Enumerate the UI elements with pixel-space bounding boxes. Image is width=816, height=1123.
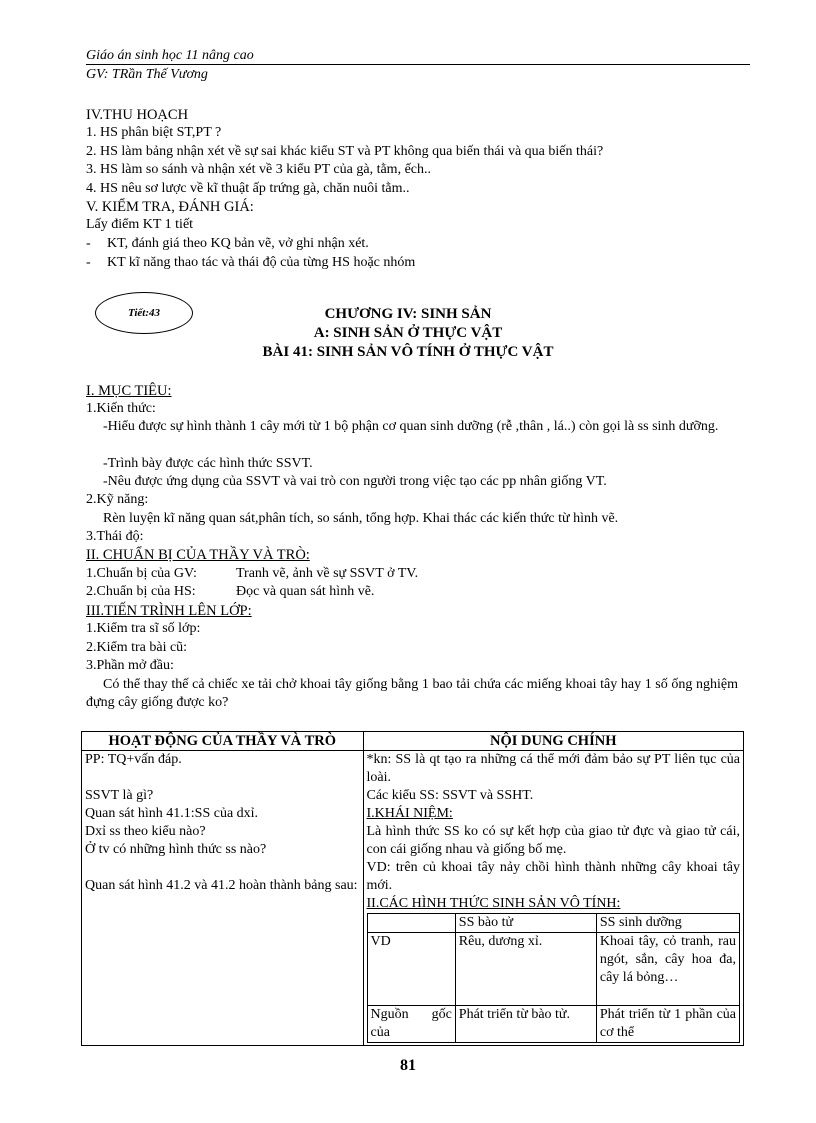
table-row — [367, 914, 740, 933]
table-header-cell: SS sinh dưỡng — [596, 914, 739, 933]
section-heading: II. CHUẨN BỊ CỦA THẦY VÀ TRÒ: — [86, 547, 310, 563]
content-subheading: II.CÁC HÌNH THỨC SINH SẢN VÔ TÍNH: — [366, 896, 621, 911]
table-cell: Rêu, dương xỉ. — [455, 933, 596, 1006]
definition-text: Là hình thức SS ko có sự kết hợp của giao tử đực và giao tử cái, con cái giống nhau và giống bố mẹ. — [366, 824, 740, 857]
table-row — [82, 751, 744, 1046]
section-heading: I. MỤC TIÊU: — [86, 383, 172, 399]
table-cell — [367, 914, 455, 933]
label: 2.Chuẩn bị của HS: — [86, 584, 196, 599]
table-header-cell: SS bào tử — [455, 914, 596, 933]
list-item: Dxỉ ss theo kiểu nào? — [85, 824, 206, 839]
content-subheading: I.KHÁI NIỆM: — [366, 806, 453, 821]
bullet-item: KT kĩ năng thao tác và thái độ của từng HS hoặc nhóm — [107, 255, 416, 270]
example-text: VD: trên củ khoai tây nảy chồi hình thành những cây khoai tây mới. — [366, 860, 740, 893]
paragraph: -Nêu được ứng dụng của SSVT và vai trò con người trong việc tạo các pp nhân giống VT. — [103, 474, 607, 489]
bullet-dash: - — [86, 236, 91, 251]
section-heading: IV.THU HOẠCH — [86, 107, 189, 123]
list-item: Quan sát hình 41.1:SS của dxỉ. — [85, 806, 259, 821]
list-item: SSVT là gì? — [85, 788, 154, 803]
table-row — [367, 933, 740, 1006]
table-cell: Phát triển từ 1 phần của cơ thể — [596, 1006, 739, 1043]
paragraph: -Trình bày được các hình thức SSVT. — [103, 456, 313, 471]
content-cell — [363, 751, 744, 1046]
lesson-table — [81, 731, 744, 1046]
table-row — [367, 1006, 740, 1043]
list-item: 2. HS làm bảng nhận xét về sự sai khác kiểu ST và PT không qua biến thái và qua biến thái? — [86, 144, 604, 159]
header-course-title: Giáo án sinh học 11 nâng cao — [86, 48, 254, 63]
list-item: PP: TQ+vấn đáp. — [85, 752, 182, 767]
paragraph: -Hiểu được sự hình thành 1 cây mới từ 1 bộ phận cơ quan sinh dưỡng (rễ ,thân , lá..) còn gọi là ss sinh dưỡng. — [103, 419, 719, 434]
table-header-row — [82, 732, 744, 751]
table-header-activities: HOẠT ĐỘNG CỦA THẦY VÀ TRÒ — [82, 732, 364, 751]
table-cell: Phát triển từ bào tử. — [455, 1006, 596, 1043]
kiem-tra-intro: Lấy điểm KT 1 tiết — [86, 217, 194, 232]
paragraph: Rèn luyện kĩ năng quan sát,phân tích, so sánh, tổng hợp. Khai thác các kiến thức từ hình vẽ. — [103, 511, 619, 526]
definition-text: *kn: SS là qt tạo ra những cá thể mới đảm bảo sự PT liên tục của loài. — [366, 752, 740, 785]
table-header-content: NỘI DUNG CHÍNH — [363, 732, 744, 751]
bullet-item: KT, đánh giá theo KQ bản vẽ, vở ghi nhận xét. — [107, 236, 369, 251]
header-rule — [86, 64, 750, 65]
table-row-label: VD — [367, 933, 455, 1006]
bullet-dash: - — [86, 255, 91, 270]
text: Đọc và quan sát hình vẽ. — [236, 584, 375, 599]
spacer — [85, 769, 360, 787]
list-item: Ở tv có những hình thức ss nào? — [85, 842, 267, 857]
list-item: 1. HS phân biệt ST,PT ? — [86, 125, 222, 140]
step: 3.Phần mở đầu: — [86, 658, 174, 673]
table-cell: Khoai tây, cỏ tranh, rau ngót, sắn, cây hoa đa, cây lá bỏng… — [596, 933, 739, 1006]
list-item: Quan sát hình 41.2 và 41.2 hoàn thành bảng sau: — [85, 878, 358, 893]
section-title: A: SINH SẢN Ở THỰC VẬT — [313, 325, 503, 341]
page-number: 81 — [400, 1057, 416, 1074]
section-heading: V. KIỂM TRA, ĐÁNH GIÁ: — [86, 199, 254, 215]
chapter-title: CHƯƠNG IV: SINH SẢN — [324, 306, 492, 322]
label: 1.Chuẩn bị của GV: — [86, 566, 197, 581]
subheading: 2.Kỹ năng: — [86, 492, 149, 507]
lesson-title: BÀI 41: SINH SẢN VÔ TÍNH Ở THỰC VẬT — [262, 344, 554, 360]
subheading: 3.Thái độ: — [86, 529, 144, 544]
comparison-table — [367, 913, 741, 1043]
table-row-label: Nguồn gốc của — [367, 1006, 455, 1043]
subheading: 1.Kiến thức: — [86, 401, 156, 416]
activities-cell — [82, 751, 364, 1046]
section-heading: III.TIẾN TRÌNH LÊN LỚP: — [86, 603, 252, 619]
header-teacher: GV: TRần Thế Vương — [86, 67, 208, 82]
step: 2.Kiểm tra bài cũ: — [86, 640, 188, 655]
step: 1.Kiểm tra sĩ số lớp: — [86, 621, 201, 636]
text: Tranh vẽ, ảnh về sự SSVT ở TV. — [236, 566, 419, 581]
paragraph: Có thể thay thế cả chiếc xe tải chở khoai tây giống bằng 1 bao tải chứa các miếng khoai tây hay 1 số ống nghiệm đựng cây giống được ko? — [86, 677, 738, 710]
spacer — [85, 859, 360, 877]
list-item: 3. HS làm so sánh và nhận xét về 3 kiểu PT của gà, tằm, ếch.. — [86, 162, 431, 177]
lesson-number-oval: Tiết:43 — [95, 292, 193, 334]
text-line: Các kiểu SS: SSVT và SSHT. — [366, 788, 534, 803]
list-item: 4. HS nêu sơ lược về kĩ thuật ấp trứng gà, chăn nuôi tằm.. — [86, 181, 410, 196]
